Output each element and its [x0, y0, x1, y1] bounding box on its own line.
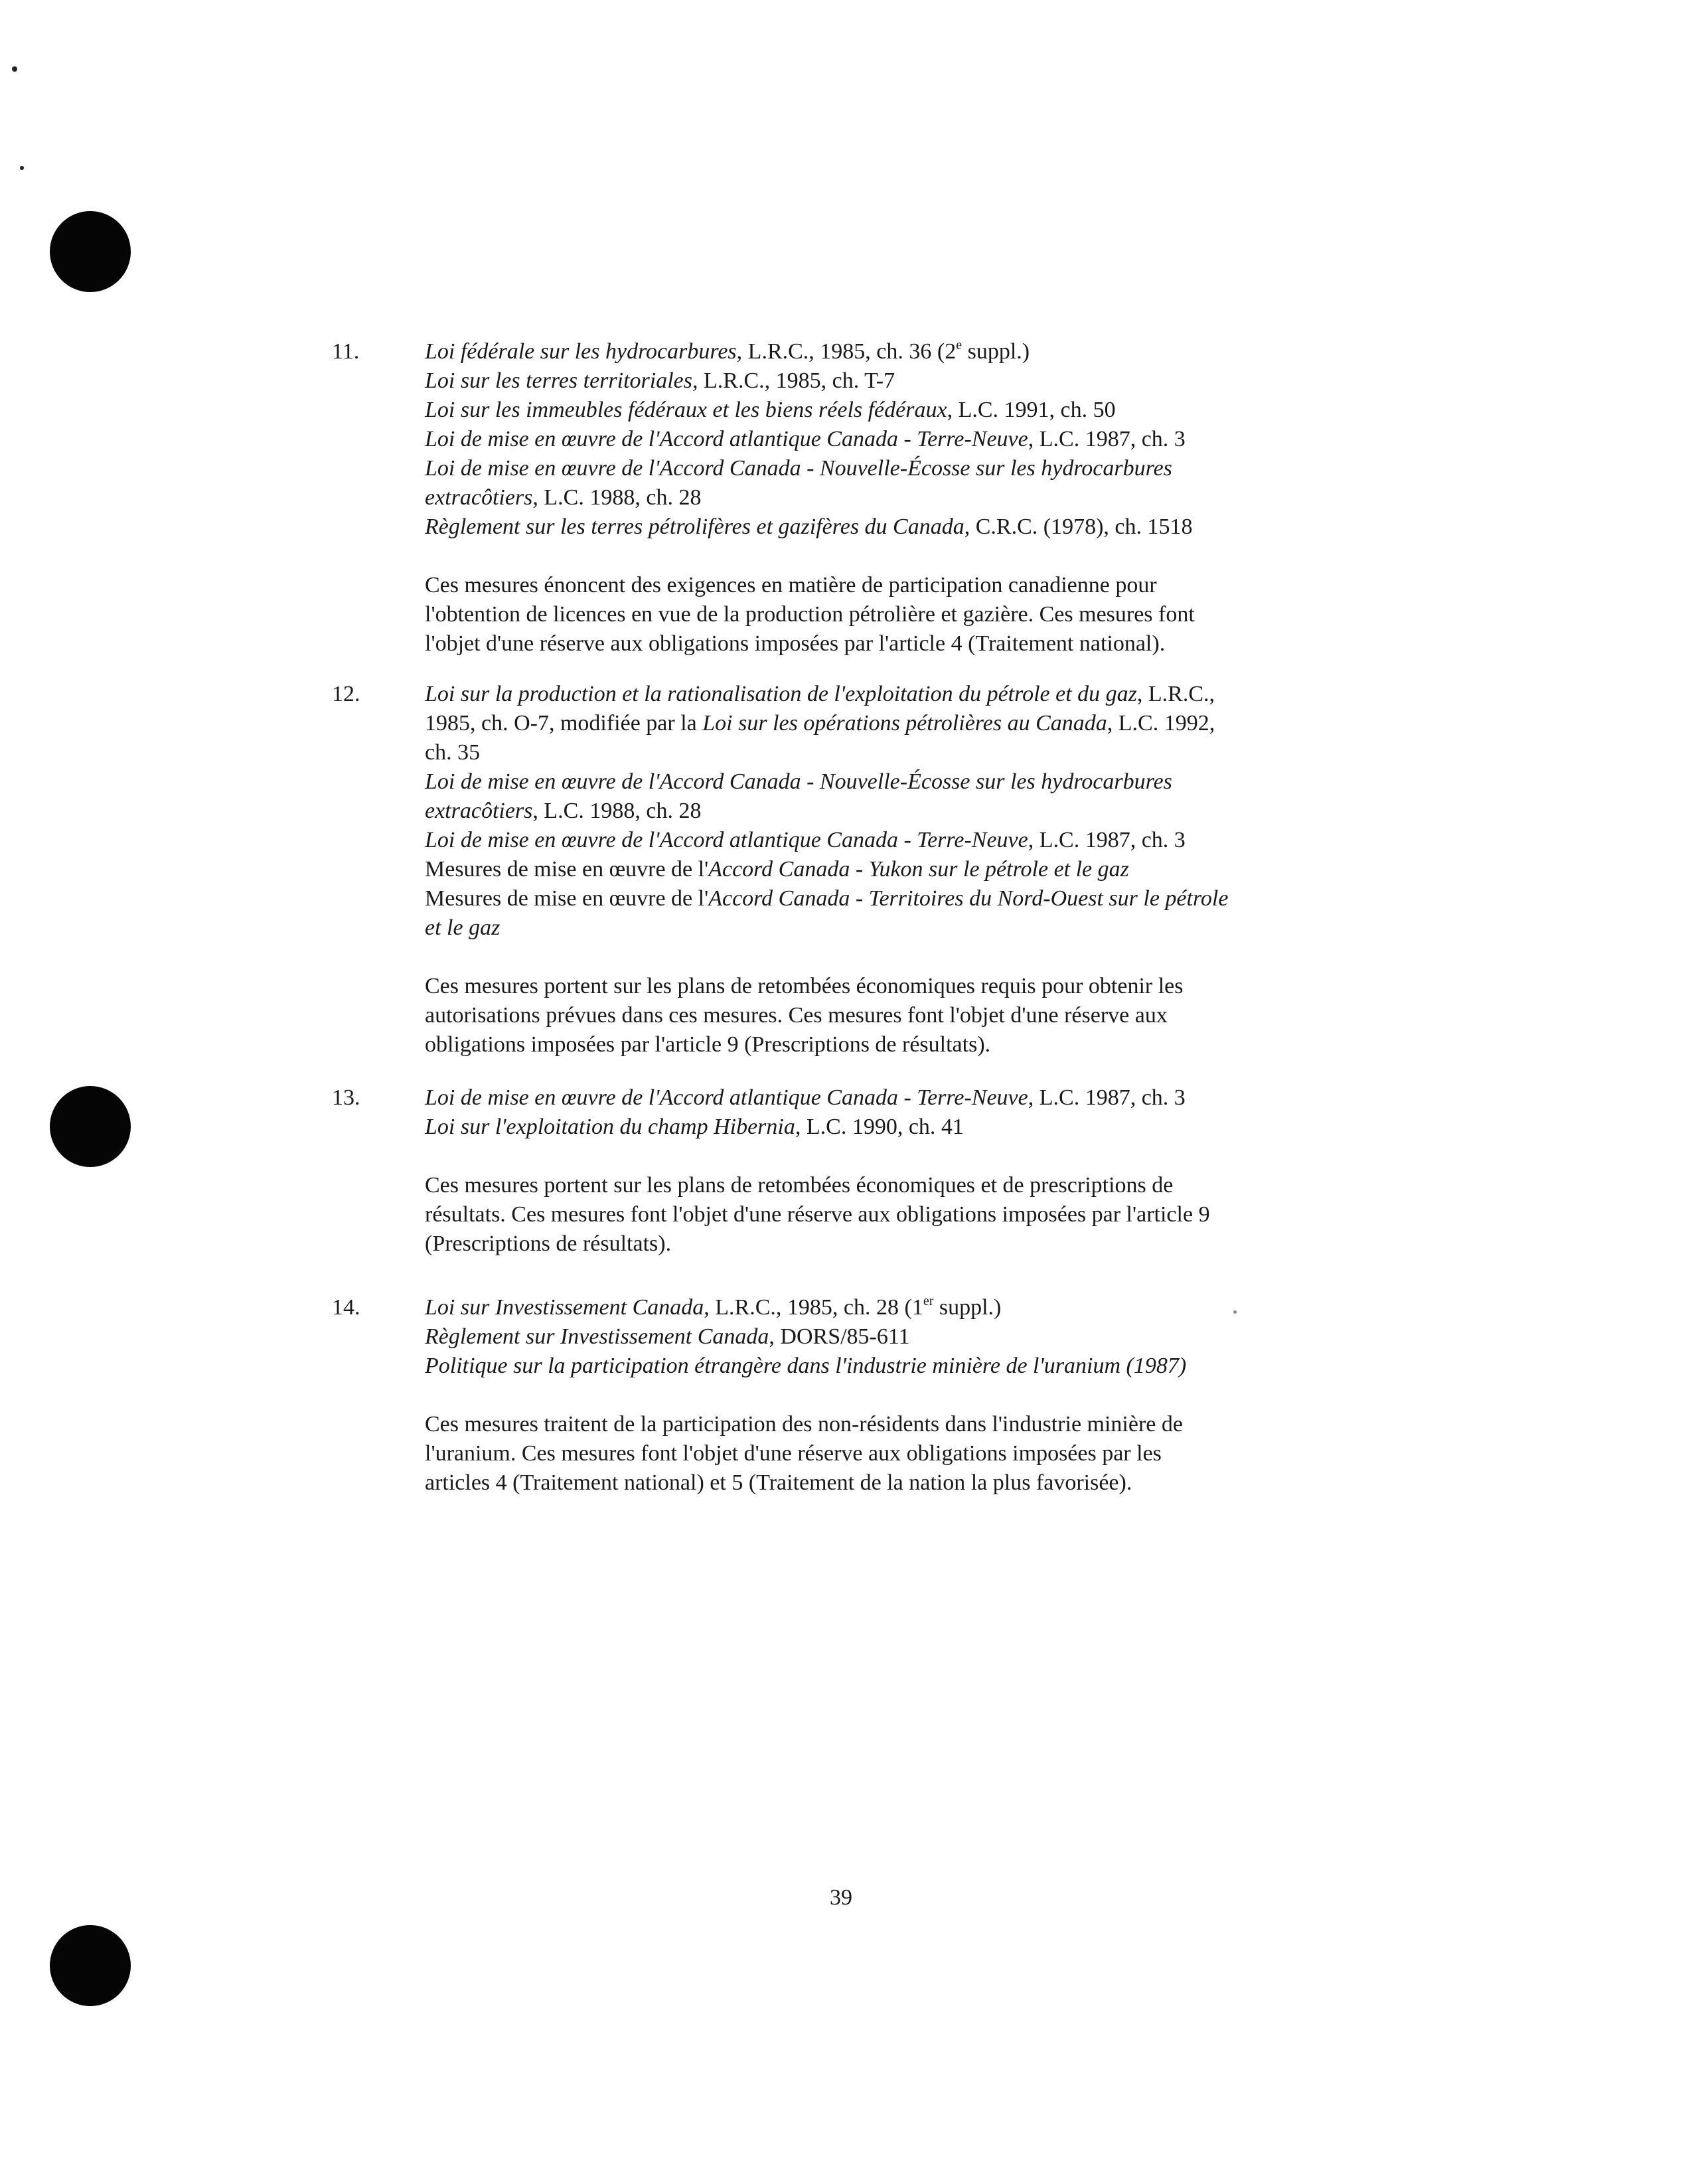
law-title: Loi sur les opérations pétrolières au Canada	[702, 711, 1107, 736]
law-title: extracôtiers	[425, 485, 533, 510]
description-line: l'obtention de licences en vue de la production pétrolière et gazière. Ces mesures font	[425, 602, 1195, 627]
law-citation: , L.R.C.,	[1136, 682, 1215, 706]
law-title: et le gaz	[425, 915, 501, 940]
law-list	[425, 680, 1367, 943]
law-title: Loi sur l'exploitation du champ Hibernia	[425, 1115, 795, 1139]
law-citation: , L.C. 1987, ch. 3	[1028, 1085, 1186, 1110]
law-title: Loi fédérale sur les hydrocarbures	[425, 339, 737, 364]
item-number: 14.	[332, 1295, 360, 1320]
law-line	[425, 826, 1367, 855]
law-list	[425, 1083, 1367, 1142]
law-citation: Mesures de mise en œuvre de l'	[425, 886, 709, 911]
description-line: Ces mesures portent sur les plans de retombées économiques requis pour obtenir les	[425, 974, 1184, 998]
law-line	[425, 738, 1367, 767]
law-line	[425, 767, 1367, 797]
law-line	[425, 1293, 1367, 1322]
item-body	[425, 337, 1367, 659]
law-citation: , L.R.C., 1985, ch. 36 (2	[736, 339, 957, 364]
law-citation: , L.C. 1990, ch. 41	[795, 1115, 964, 1139]
law-citation: , L.C. 1992,	[1107, 711, 1215, 736]
law-citation: ch. 35	[425, 740, 481, 765]
law-title: Accord Canada - Territoires du Nord-Ouest sur le pétrole	[708, 886, 1229, 911]
law-citation: , L.C. 1987, ch. 3	[1028, 427, 1186, 451]
law-title: Loi de mise en œuvre de l'Accord atlantique Canada - Terre-Neuve	[425, 828, 1028, 852]
law-citation: Mesures de mise en œuvre de l'	[425, 857, 709, 882]
law-citation: , L.C. 1991, ch. 50	[947, 398, 1116, 422]
law-line	[425, 425, 1367, 454]
law-title: Politique sur la participation étrangère dans l'industrie minière de l'uranium (1987)	[425, 1354, 1187, 1378]
law-line	[425, 855, 1367, 884]
description-line: articles 4 (Traitement national) et 5 (Traitement de la nation la plus favorisée).	[425, 1470, 1132, 1495]
description-line: Ces mesures traitent de la participation des non-résidents dans l'industrie minière de	[425, 1412, 1183, 1437]
punch-hole-top	[50, 211, 131, 292]
punch-hole-middle	[50, 1086, 131, 1167]
item-body	[425, 680, 1367, 1059]
law-citation: 1985, ch. O-7, modifiée par la	[425, 711, 703, 736]
law-line	[425, 709, 1367, 738]
item-description	[425, 571, 1367, 659]
law-title: Règlement sur les terres pétrolifères et gazifères du Canada	[425, 514, 964, 539]
description-line: Ces mesures énoncent des exigences en matière de participation canadienne pour	[425, 573, 1157, 597]
law-title: Loi sur les terres territoriales	[425, 368, 692, 393]
law-citation: , C.R.C. (1978), ch. 1518	[964, 514, 1193, 539]
law-citation: , DORS/85-611	[769, 1324, 910, 1349]
law-line	[425, 396, 1367, 425]
law-line	[425, 1352, 1367, 1381]
item-number: 11.	[332, 339, 360, 364]
law-citation: , L.C. 1988, ch. 28	[532, 799, 702, 823]
law-list	[425, 337, 1367, 542]
law-title: Loi de mise en œuvre de l'Accord Canada - Nouvelle-Écosse sur les hydrocarbures	[425, 769, 1172, 794]
law-line	[425, 483, 1367, 512]
item-number: 13.	[332, 1085, 360, 1110]
item-body	[425, 1083, 1367, 1259]
law-line	[425, 366, 1367, 396]
law-title: Loi de mise en œuvre de l'Accord atlantique Canada - Terre-Neuve	[425, 427, 1028, 451]
law-citation: suppl.)	[933, 1295, 1002, 1320]
description-line: résultats. Ces mesures font l'objet d'une réserve aux obligations imposées par l'article 9	[425, 1202, 1210, 1227]
item-description	[425, 1410, 1367, 1498]
description-line: l'objet d'une réserve aux obligations imposées par l'article 4 (Traitement national).	[425, 631, 1166, 656]
law-citation: , L.R.C., 1985, ch. T-7	[692, 368, 895, 393]
superscript: e	[956, 338, 963, 352]
description-line: obligations imposées par l'article 9 (Prescriptions de résultats).	[425, 1032, 991, 1057]
law-title: Accord Canada - Yukon sur le pétrole et le gaz	[708, 857, 1129, 882]
item-number: 12.	[332, 682, 360, 706]
law-line	[425, 1322, 1367, 1352]
punch-hole-bottom	[50, 1925, 131, 2006]
scan-speck	[20, 166, 24, 170]
law-line	[425, 1113, 1367, 1142]
item-description	[425, 1171, 1367, 1259]
law-title: Loi de mise en œuvre de l'Accord Canada - Nouvelle-Écosse sur les hydrocarbures	[425, 456, 1172, 481]
law-title: Règlement sur Investissement Canada	[425, 1324, 769, 1349]
law-citation: , L.C. 1987, ch. 3	[1028, 828, 1186, 852]
law-title: Loi sur la production et la rationalisation de l'exploitation du pétrole et du gaz	[425, 682, 1137, 706]
law-title: Loi sur Investissement Canada	[425, 1295, 704, 1320]
law-citation: suppl.)	[962, 339, 1030, 364]
description-line: (Prescriptions de résultats).	[425, 1231, 672, 1256]
page-number: 39	[830, 1885, 852, 1910]
law-line	[425, 337, 1367, 366]
superscript: er	[923, 1294, 934, 1308]
scan-speck	[12, 66, 17, 72]
law-title: extracôtiers	[425, 799, 533, 823]
law-citation: , L.R.C., 1985, ch. 28 (1	[704, 1295, 923, 1320]
item-description	[425, 972, 1367, 1059]
law-title: Loi de mise en œuvre de l'Accord atlantique Canada - Terre-Neuve	[425, 1085, 1028, 1110]
law-line	[425, 512, 1367, 542]
item-body	[425, 1293, 1367, 1498]
law-line	[425, 913, 1367, 943]
law-line	[425, 884, 1367, 913]
law-line	[425, 797, 1367, 826]
law-list	[425, 1293, 1367, 1381]
law-line	[425, 1083, 1367, 1113]
law-line	[425, 680, 1367, 709]
description-line: l'uranium. Ces mesures font l'objet d'une réserve aux obligations imposées par les	[425, 1441, 1162, 1466]
law-title: Loi sur les immeubles fédéraux et les biens réels fédéraux	[425, 398, 947, 422]
law-line	[425, 454, 1367, 483]
description-line: autorisations prévues dans ces mesures. Ces mesures font l'objet d'une réserve aux	[425, 1003, 1168, 1028]
law-citation: , L.C. 1988, ch. 28	[532, 485, 702, 510]
description-line: Ces mesures portent sur les plans de retombées économiques et de prescriptions de	[425, 1173, 1174, 1198]
